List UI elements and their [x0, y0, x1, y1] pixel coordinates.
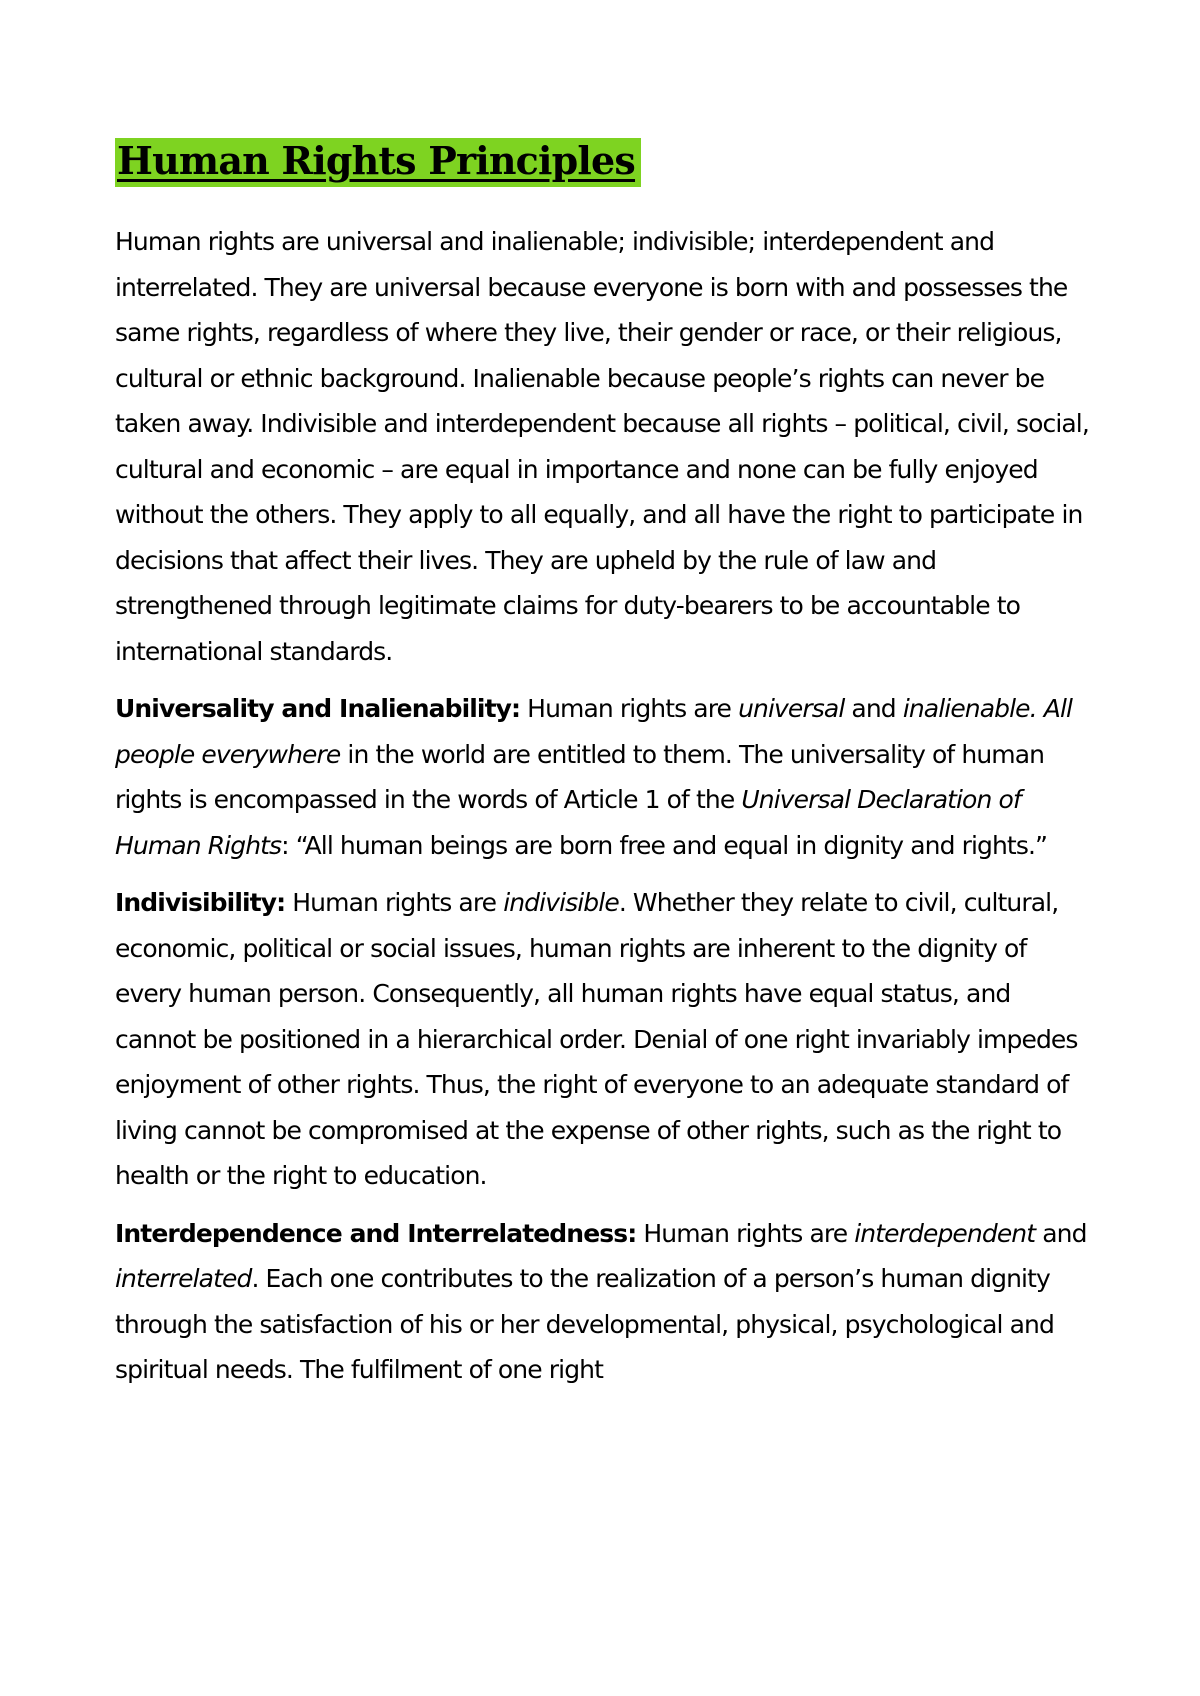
universality-text-4: : “All human beings are born free and equal in dignity and rights.” — [281, 830, 1048, 860]
title-block — [115, 138, 1095, 187]
page-title: Human Rights Principles — [115, 138, 641, 187]
universality-text-3: in the world are entitled to them. The universality of human rights is encompassed in the words of Article 1 of the — [115, 739, 1045, 814]
document-body — [115, 138, 1095, 1405]
interdependence-text-3: . Each one contributes to the realization of a person’s human dignity through the satisfaction of his or her developmental, physical, psychological and spiritual needs. The fulfilment of one right — [115, 1264, 1054, 1384]
indivisibility-term: Indivisibility: — [115, 888, 286, 917]
interdependence-italic-2: interrelated — [115, 1264, 252, 1293]
indivisibility-text-2: . Whether they relate to civil, cultural, economic, political or social issues, human rights are inherent to the dignity of every human person. Consequently, all human rights have equal status, and cannot be positioned in a hierarchical order. Denial of one right invariably impedes enjoyment of other rights. Thus, the right of everyone to an adequate standard of living cannot be compromised at the expense of other rights, such as the right to health or the right to education. — [115, 888, 1078, 1190]
interdependence-paragraph — [115, 1211, 1095, 1393]
interdependence-term: Interdependence and Interrelatedness: — [115, 1218, 637, 1248]
indivisibility-paragraph — [115, 880, 1095, 1199]
universality-italic-3: Universal Declaration of Human Rights — [115, 785, 1021, 860]
universality-italic-1: universal — [738, 694, 845, 723]
intro-paragraph: Human rights are universal and inalienable; indivisible; interdependent and interrelated. They are universal because everyone is born with and possesses the same rights, regardless of where they live, their gender or race, or their religious, cultural or ethnic background. Inalienable because people’s rights can never be taken away. Indivisible and interdependent because all rights – political, civil, social, cultural and economic – are equal in importance and none can be fully enjoyed without the others. They apply to all equally, and all have the right to participate in decisions that affect their lives. They are upheld by the rule of law and strengthened through legitimate claims for duty-bearers to be accountable to international standards. — [115, 227, 1089, 666]
interdependence-text-2: and — [1035, 1218, 1087, 1248]
universality-term: Universality and Inalienability: — [115, 694, 521, 723]
interdependence-text-1: Human rights are — [636, 1218, 855, 1248]
universality-paragraph — [115, 686, 1095, 868]
universality-text-2: and — [844, 694, 903, 723]
interdependence-italic-1: interdependent — [854, 1218, 1036, 1248]
indivisibility-italic-1: indivisible — [503, 888, 619, 917]
universality-italic-2: inalienable. All people everywhere — [115, 694, 1073, 769]
universality-text-1: Human rights are — [520, 694, 739, 723]
indivisibility-text-1: Human rights are — [285, 888, 504, 917]
